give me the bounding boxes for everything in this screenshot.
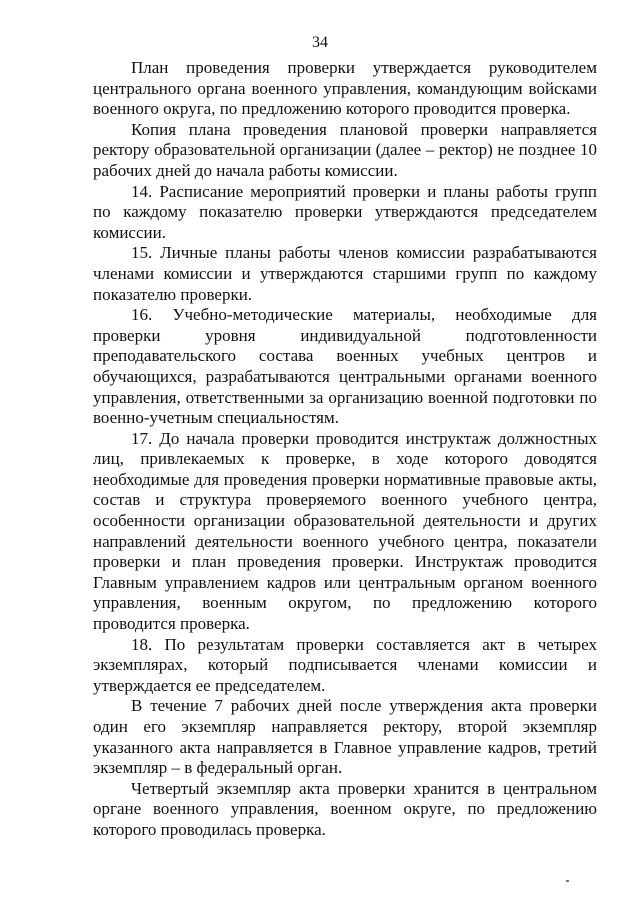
paragraph-plan-copy: Копия плана проведения плановой проверки направляется ректору образовательной организации (далее – ректор) не позднее 10 рабочих дней до начала работы комиссии. (93, 119, 597, 180)
paragraph-17: 17. До начала проверки проводится инструктаж должностных лиц, привлекаемых к проверке, в ходе которого доводятся необходимые для проведения проверки нормативные правовые акты, состав и структура проверяемого военного учебного центра, особенности организации образовательной деятельности и других направлений деятельности военного учебного центра, показатели проверки и план проведения проверки. Инструктаж проводится Главным управлением кадров или центральным органом военного управления, военным округом, по предложению которого проводится проверка. (93, 428, 597, 634)
paragraph-plan-approval: План проведения проверки утверждается руководителем центрального органа военного управления, командующим войсками военного округа, по предложению которого проводится проверка. (93, 58, 597, 119)
document-body (93, 58, 597, 841)
paragraph-18: 18. По результатам проверки составляется акт в четырех экземплярах, который подписывается членами комиссии и утверждается ее председателем. (93, 634, 597, 695)
paragraph-act-storage: Четвертый экземпляр акта проверки хранится в центральном органе военного управления, военном округе, по предложению которого проводилась проверка. (93, 778, 597, 839)
paragraph-act-distribution: В течение 7 рабочих дней после утверждения акта проверки один его экземпляр направляется ректору, второй экземпляр указанного акта направляется в Главное управление кадров, третий экземпляр – в федеральный орган. (93, 696, 597, 778)
page-number: 34 (312, 34, 328, 51)
paragraph-16: 16. Учебно-методические материалы, необходимые для проверки уровня индивидуальной подготовленности преподавательского состава военных учебных центров и обучающихся, разрабатываются центральными органами военного управления, ответственными за организацию военной подготовки по военно-учетным специальностям. (93, 305, 597, 428)
paragraph-15: 15. Личные планы работы членов комиссии разрабатываются членами комиссии и утверждаются старшими групп по каждому показателю проверки. (93, 243, 597, 304)
paragraph-14: 14. Расписание мероприятий проверки и планы работы групп по каждому показателю проверки утверждаются председателем комиссии. (93, 181, 597, 242)
scan-mark (566, 880, 569, 882)
